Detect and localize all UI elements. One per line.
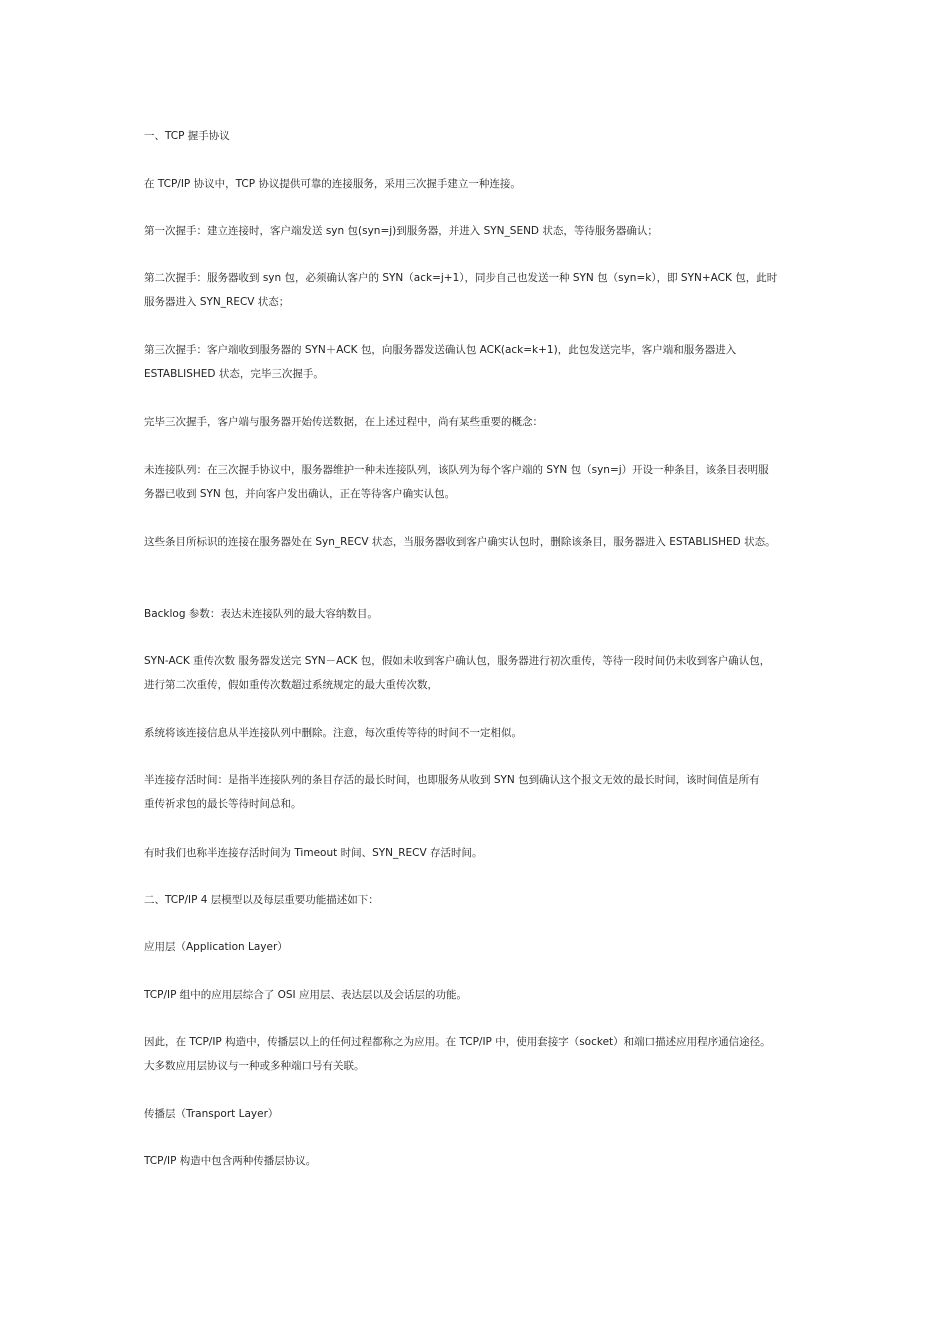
text-line: 大多数应用层协议与一种或多种端口号有关联。 (144, 1060, 365, 1072)
text-line: 半连接存活时间：是指半连接队列的条目存活的最长时间，也即服务从收到 SYN 包到确认这个报文无效的最长时间，该时间值是所有 (144, 774, 760, 786)
text-line: 务器已收到 SYN 包，并向客户发出确认，正在等待客户确实认包。 (144, 488, 456, 500)
text-line: 第一次握手：建立连接时，客户端发送 syn 包(syn=j)到服务器，并进入 SYN_SEND 状态，等待服务器确认； (144, 225, 658, 237)
paragraph-transport-layer (144, 1149, 812, 1173)
text-line: 完毕三次握手，客户端与服务器开始传送数据，在上述过程中，尚有某些重要的概念： (144, 416, 543, 428)
text-line: 在 TCP/IP 协议中，TCP 协议提供可靠的连接服务，采用三次握手建立一种连接。 (144, 178, 521, 190)
text-line: 二、TCP/IP 4 层模型以及每层重要功能描述如下： (144, 894, 379, 906)
text-line: 重传祈求包的最长等待时间总和。 (144, 798, 302, 810)
paragraph-system-delete (144, 721, 812, 745)
text-line: Backlog 参数：表达未连接队列的最大容纳数目。 (144, 608, 378, 620)
paragraph-first-handshake (144, 219, 812, 243)
paragraph-second-handshake (144, 266, 812, 314)
paragraph-half-connection-lifetime (144, 768, 812, 816)
text-line: 传播层（Transport Layer） (144, 1108, 279, 1120)
text-line: 服务器进入 SYN_RECV 状态； (144, 296, 290, 308)
text-line: 第二次握手：服务器收到 syn 包，必须确认客户的 SYN（ack=j+1），同步自己也发送一种 SYN 包（syn=k），即 SYN+ACK 包，此时 (144, 272, 778, 284)
text-line: 第三次握手：客户端收到服务器的 SYN＋ACK 包，向服务器发送确认包 ACK(ack=k+1)，此包发送完毕，客户端和服务器进入 (144, 344, 737, 356)
text-line: TCP/IP 组中的应用层综合了 OSI 应用层、表达层以及会话层的功能。 (144, 989, 467, 1001)
paragraph-application-layer (144, 983, 812, 1007)
paragraph-syn-ack-retransmit (144, 649, 812, 697)
section-heading-tcpip-model (144, 888, 812, 912)
section-heading-tcp-handshake (144, 124, 812, 148)
text-line: 因此，在 TCP/IP 构造中，传播层以上的任何过程都称之为应用。在 TCP/IP 中，使用套接字（socket）和端口描述应用程序通信途径。 (144, 1036, 771, 1048)
text-line: TCP/IP 构造中包含两种传播层协议。 (144, 1155, 317, 1167)
text-line: 这些条目所标识的连接在服务器处在 Syn_RECV 状态，当服务器收到客户确实认包时，删除该条目，服务器进入 ESTABLISHED 状态。 (144, 536, 776, 548)
text-line: 一、TCP 握手协议 (144, 130, 230, 142)
paragraph-concepts-intro (144, 410, 812, 434)
paragraph-timeout (144, 841, 812, 865)
text-line: SYN-ACK 重传次数 服务器发送完 SYN－ACK 包，假如未收到客户确认包，服务器进行初次重传，等待一段时间仍未收到客户确认包， (144, 655, 771, 667)
subheading-transport-layer (144, 1102, 812, 1126)
paragraph-application-detail (144, 1030, 812, 1078)
text-line: 进行第二次重传，假如重传次数超过系统规定的最大重传次数， (144, 679, 438, 691)
text-line: 有时我们也称半连接存活时间为 Timeout 时间、SYN_RECV 存活时间。 (144, 847, 483, 859)
paragraph-third-handshake (144, 338, 812, 386)
text-line: ESTABLISHED 状态，完毕三次握手。 (144, 368, 324, 380)
text-line: 未连接队列：在三次握手协议中，服务器维护一种未连接队列，该队列为每个客户端的 SYN 包（syn=j）开设一种条目，该条目表明服 (144, 464, 769, 476)
paragraph-backlog (144, 602, 812, 626)
text-line: 系统将该连接信息从半连接队列中删除。注意，每次重传等待的时间不一定相似。 (144, 727, 522, 739)
paragraph-unconnected-queue (144, 458, 812, 506)
text-line: 应用层（Application Layer） (144, 941, 288, 953)
subheading-application-layer (144, 935, 812, 959)
paragraph-syn-recv-entries (144, 530, 812, 554)
paragraph-intro (144, 172, 812, 196)
